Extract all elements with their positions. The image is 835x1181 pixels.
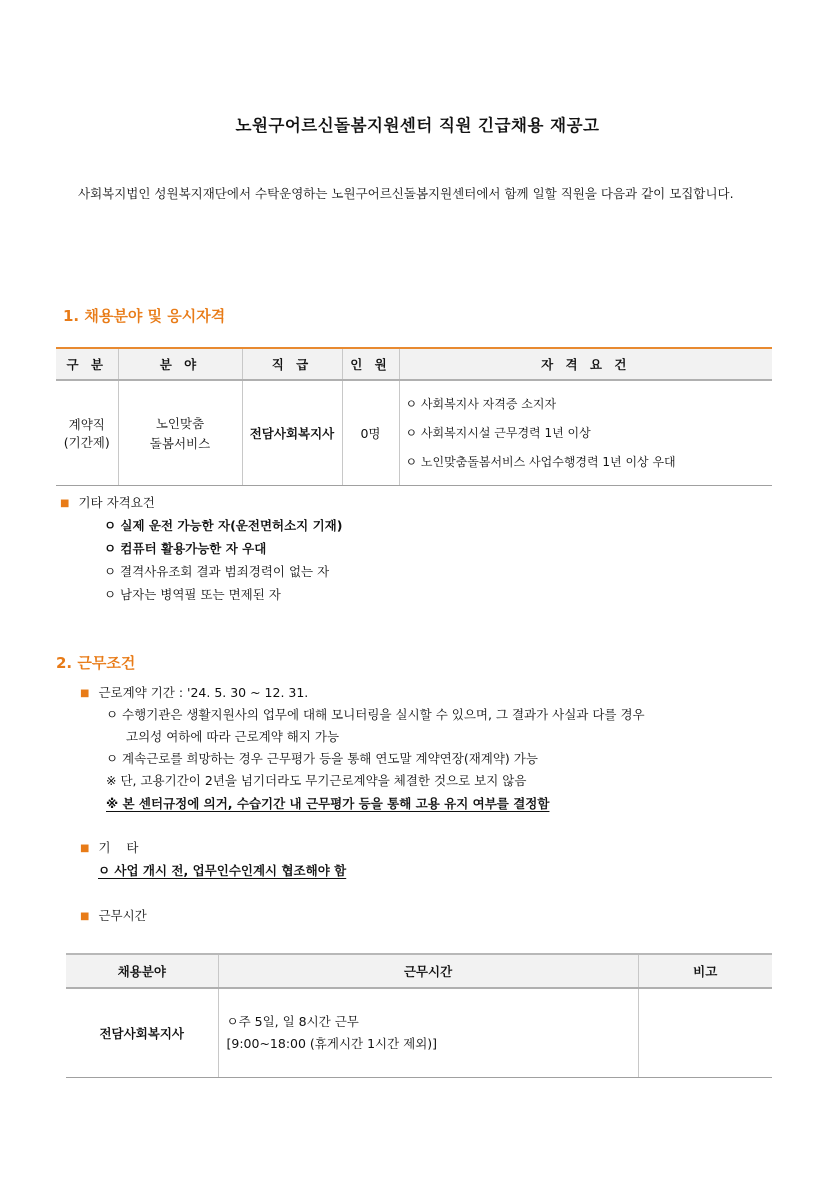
header-field: 채용분야 <box>66 954 218 988</box>
hours-line: [9:00~18:00 (휴게시간 1시간 제외)] <box>226 1036 438 1051</box>
header-field: 분 야 <box>118 348 242 380</box>
work-hours-label: ■ 근무시간 <box>80 908 147 923</box>
cell-field <box>118 380 242 486</box>
field-line: 노인맞춤 <box>155 416 205 431</box>
square-bullet-icon: ■ <box>80 843 90 854</box>
cell-hours <box>218 988 638 1078</box>
list-item: ㅇ 사업 개시 전, 업무인수인계시 협조해야 함 <box>98 863 347 878</box>
section2-title: 2. 근무조건 <box>56 654 136 672</box>
header-requirements: 자 격 요 건 <box>399 348 772 380</box>
section1-title: 1. 채용분야 및 응시자격 <box>63 307 226 325</box>
work-hours-table-header <box>66 954 772 988</box>
field-line: 돌봄서비스 <box>149 436 211 451</box>
requirement-item: ㅇ 노인맞춤돌봄서비스 사업수행경력 1년 이상 우대 <box>405 454 676 469</box>
cell-note <box>638 988 772 1078</box>
cell-field: 전담사회복지사 <box>66 988 218 1078</box>
list-item: ㅇ 수행기관은 생활지원사의 업무에 대해 모니터링을 실시할 수 있으며, 그 결과가 사실과 다를 경우 <box>106 707 645 722</box>
header-rank: 직 급 <box>242 348 342 380</box>
header-count: 인 원 <box>342 348 399 380</box>
list-item: ㅇ 컴퓨터 활용가능한 자 우대 <box>104 541 267 556</box>
list-item: ㅇ 계속근로를 희망하는 경우 근무평가 등을 통해 연도말 계약연장(재계약) 가능 <box>106 751 538 766</box>
cell-rank: 전담사회복지사 <box>242 380 342 486</box>
header-hours: 근무시간 <box>218 954 638 988</box>
table-row <box>56 380 772 486</box>
hours-line: ㅇ주 5일, 일 8시간 근무 <box>226 1014 359 1029</box>
note-item: ※ 단, 고용기간이 2년을 넘기더라도 무기근로계약을 체결한 것으로 보지 않음 <box>106 773 527 788</box>
table-row <box>66 988 772 1078</box>
category-line: 계약직 <box>68 417 105 432</box>
intro-paragraph: 사회복지법인 성원복지재단에서 수탁운영하는 노원구어르신돌봄지원센터에서 함께 일할 직원을 다음과 같이 모집합니다. <box>78 186 734 201</box>
square-bullet-icon: ■ <box>80 911 90 922</box>
cell-requirements <box>399 380 772 486</box>
note-item: ※ 본 센터규정에 의거, 수습기간 내 근무평가 등을 통해 고용 유지 여부를 결정함 <box>106 796 550 811</box>
cell-count: 0명 <box>342 380 399 486</box>
page-title: 노원구어르신돌봄지원센터 직원 긴급채용 재공고 <box>235 116 600 135</box>
header-category: 구 분 <box>56 348 118 380</box>
recruitment-table <box>56 347 772 486</box>
etc-label: ■ 기 타 <box>80 840 139 855</box>
other-requirements-label: ■ 기타 자격요건 <box>60 495 155 510</box>
header-note: 비고 <box>638 954 772 988</box>
category-line: (기간제) <box>63 435 110 450</box>
requirement-item: ㅇ 사회복지사 자격증 소지자 <box>405 396 557 411</box>
requirement-item: ㅇ 사회복지시설 근무경력 1년 이상 <box>405 425 591 440</box>
work-hours-table <box>66 953 772 1078</box>
list-item: ㅇ 남자는 병역필 또는 면제된 자 <box>104 587 281 602</box>
contract-period-label: ■ 근로계약 기간 : '24. 5. 30 ~ 12. 31. <box>80 685 309 700</box>
square-bullet-icon: ■ <box>80 688 90 699</box>
recruitment-table-header <box>56 348 772 380</box>
list-item: ㅇ 결격사유조회 결과 범죄경력이 없는 자 <box>104 564 330 579</box>
list-item-continuation: 고의성 여하에 따라 근로계약 해지 가능 <box>126 729 340 744</box>
list-item: ㅇ 실제 운전 가능한 자(운전면허소지 기재) <box>104 518 343 533</box>
cell-category <box>56 380 118 486</box>
square-bullet-icon: ■ <box>60 498 70 509</box>
